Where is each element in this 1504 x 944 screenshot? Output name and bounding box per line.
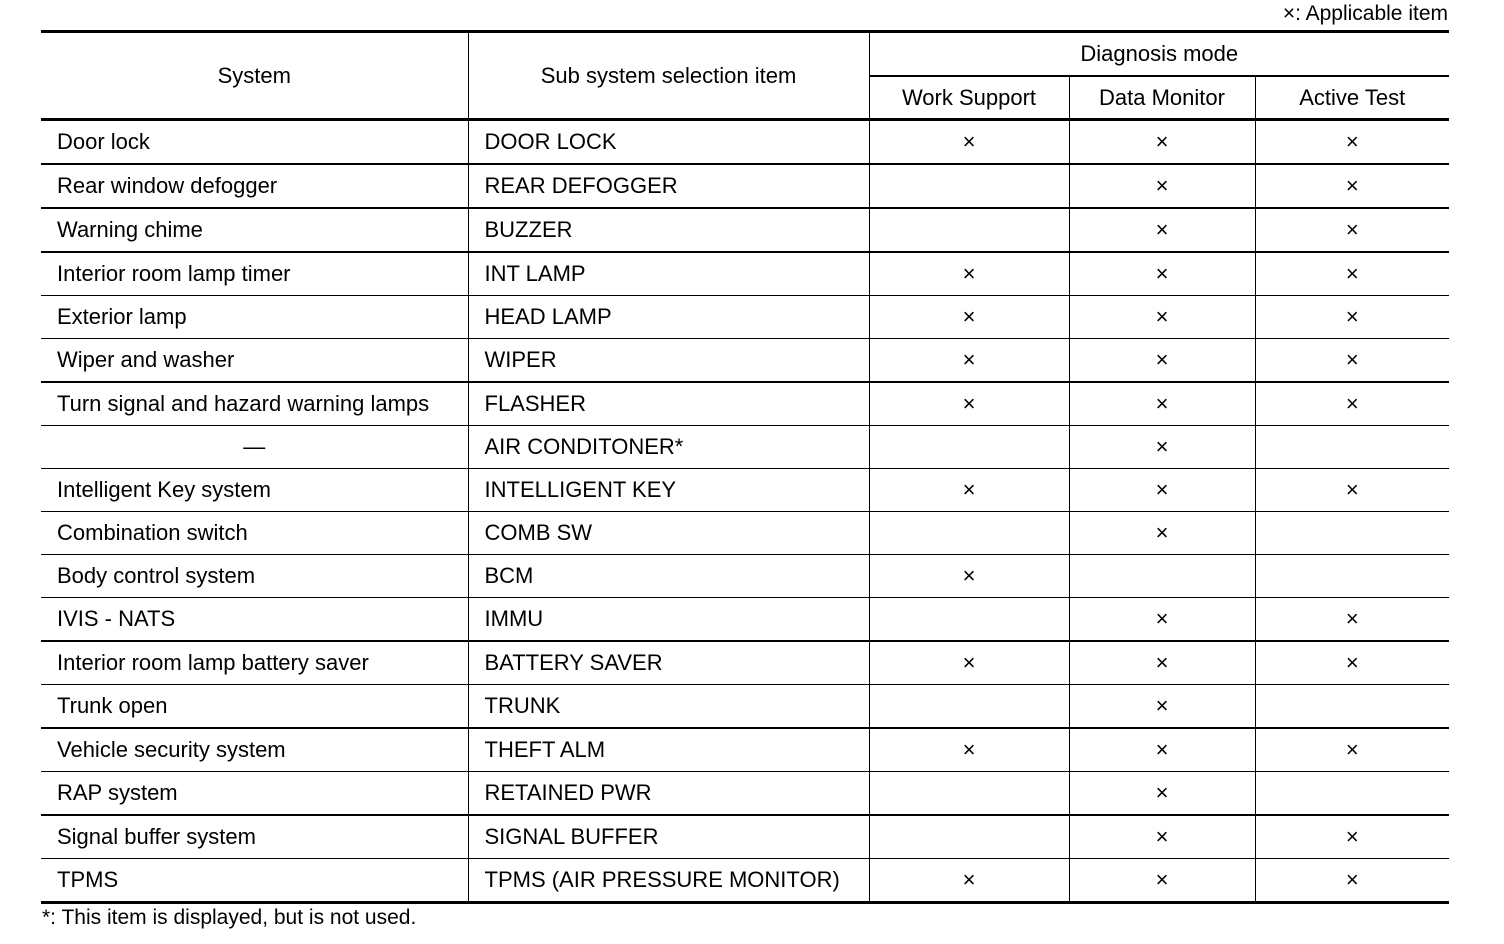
work-support-mark: × (869, 296, 1069, 339)
active-test-mark: × (1255, 164, 1449, 208)
work-support-mark (869, 598, 1069, 642)
table-row (41, 426, 1449, 469)
table-body (41, 120, 1449, 903)
data-monitor-mark: × (1069, 208, 1255, 252)
table-row (41, 208, 1449, 252)
sub-system-cell: HEAD LAMP (468, 296, 869, 339)
sub-system-cell: BUZZER (468, 208, 869, 252)
work-support-mark: × (869, 120, 1069, 165)
active-test-mark (1255, 772, 1449, 816)
active-test-mark (1255, 512, 1449, 555)
system-cell: Intelligent Key system (41, 469, 468, 512)
data-monitor-mark (1069, 555, 1255, 598)
system-cell: RAP system (41, 772, 468, 816)
table-row (41, 339, 1449, 383)
system-cell: TPMS (41, 859, 468, 903)
data-monitor-mark: × (1069, 164, 1255, 208)
work-support-mark: × (869, 859, 1069, 903)
table-header (41, 32, 1449, 120)
active-test-mark: × (1255, 641, 1449, 685)
system-cell: Combination switch (41, 512, 468, 555)
active-test-mark (1255, 555, 1449, 598)
data-monitor-mark: × (1069, 772, 1255, 816)
header-system: System (41, 32, 468, 120)
table-row (41, 512, 1449, 555)
sub-system-cell: SIGNAL BUFFER (468, 815, 869, 859)
data-monitor-mark: × (1069, 512, 1255, 555)
sub-system-cell: DOOR LOCK (468, 120, 869, 165)
active-test-mark: × (1255, 252, 1449, 296)
sub-system-cell: AIR CONDITONER* (468, 426, 869, 469)
data-monitor-mark: × (1069, 426, 1255, 469)
table-row (41, 598, 1449, 642)
sub-system-cell: BCM (468, 555, 869, 598)
work-support-mark: × (869, 555, 1069, 598)
active-test-mark: × (1255, 120, 1449, 165)
sub-system-cell: FLASHER (468, 382, 869, 426)
data-monitor-mark: × (1069, 815, 1255, 859)
work-support-mark (869, 164, 1069, 208)
table-row (41, 728, 1449, 772)
system-cell: Trunk open (41, 685, 468, 729)
table-row (41, 296, 1449, 339)
active-test-mark: × (1255, 339, 1449, 383)
sub-system-cell: BATTERY SAVER (468, 641, 869, 685)
system-cell: Interior room lamp battery saver (41, 641, 468, 685)
data-monitor-mark: × (1069, 728, 1255, 772)
diagnosis-table (41, 30, 1449, 904)
header-data-monitor: Data Monitor (1069, 76, 1255, 120)
data-monitor-mark: × (1069, 641, 1255, 685)
table-row (41, 685, 1449, 729)
data-monitor-mark: × (1069, 252, 1255, 296)
system-cell: Vehicle security system (41, 728, 468, 772)
work-support-mark (869, 815, 1069, 859)
data-monitor-mark: × (1069, 685, 1255, 729)
table-row (41, 815, 1449, 859)
system-cell: Interior room lamp timer (41, 252, 468, 296)
footnote: *: This item is displayed, but is not used. (42, 906, 417, 929)
system-cell: Rear window defogger (41, 164, 468, 208)
table-row (41, 859, 1449, 903)
system-cell: Exterior lamp (41, 296, 468, 339)
work-support-mark: × (869, 728, 1069, 772)
sub-system-cell: REAR DEFOGGER (468, 164, 869, 208)
work-support-mark: × (869, 469, 1069, 512)
system-cell: Warning chime (41, 208, 468, 252)
data-monitor-mark: × (1069, 469, 1255, 512)
work-support-mark (869, 685, 1069, 729)
data-monitor-mark: × (1069, 296, 1255, 339)
header-sub-system: Sub system selection item (468, 32, 869, 120)
header-work-support: Work Support (869, 76, 1069, 120)
data-monitor-mark: × (1069, 339, 1255, 383)
sub-system-cell: WIPER (468, 339, 869, 383)
active-test-mark (1255, 426, 1449, 469)
work-support-mark: × (869, 641, 1069, 685)
active-test-mark (1255, 685, 1449, 729)
table-row (41, 164, 1449, 208)
table-row (41, 382, 1449, 426)
system-cell: Door lock (41, 120, 468, 165)
work-support-mark (869, 512, 1069, 555)
sub-system-cell: THEFT ALM (468, 728, 869, 772)
data-monitor-mark: × (1069, 382, 1255, 426)
system-cell: — (41, 426, 468, 469)
work-support-mark: × (869, 339, 1069, 383)
work-support-mark: × (869, 382, 1069, 426)
sub-system-cell: INT LAMP (468, 252, 869, 296)
table-row (41, 641, 1449, 685)
active-test-mark: × (1255, 469, 1449, 512)
work-support-mark (869, 772, 1069, 816)
work-support-mark (869, 426, 1069, 469)
data-monitor-mark: × (1069, 120, 1255, 165)
sub-system-cell: COMB SW (468, 512, 869, 555)
table-row (41, 120, 1449, 165)
active-test-mark: × (1255, 208, 1449, 252)
active-test-mark: × (1255, 815, 1449, 859)
active-test-mark: × (1255, 598, 1449, 642)
system-cell: IVIS - NATS (41, 598, 468, 642)
sub-system-cell: TPMS (AIR PRESSURE MONITOR) (468, 859, 869, 903)
work-support-mark: × (869, 252, 1069, 296)
active-test-mark: × (1255, 382, 1449, 426)
sub-system-cell: TRUNK (468, 685, 869, 729)
legend-note: ×: Applicable item (1282, 2, 1448, 25)
table-row (41, 772, 1449, 816)
system-cell: Signal buffer system (41, 815, 468, 859)
header-active-test: Active Test (1255, 76, 1449, 120)
active-test-mark: × (1255, 859, 1449, 903)
header-diagnosis-mode: Diagnosis mode (869, 32, 1449, 77)
sub-system-cell: RETAINED PWR (468, 772, 869, 816)
table-row (41, 555, 1449, 598)
system-cell: Wiper and washer (41, 339, 468, 383)
data-monitor-mark: × (1069, 859, 1255, 903)
table-row (41, 252, 1449, 296)
system-cell: Turn signal and hazard warning lamps (41, 382, 468, 426)
data-monitor-mark: × (1069, 598, 1255, 642)
sub-system-cell: IMMU (468, 598, 869, 642)
active-test-mark: × (1255, 296, 1449, 339)
active-test-mark: × (1255, 728, 1449, 772)
sub-system-cell: INTELLIGENT KEY (468, 469, 869, 512)
system-cell: Body control system (41, 555, 468, 598)
work-support-mark (869, 208, 1069, 252)
table-row (41, 469, 1449, 512)
